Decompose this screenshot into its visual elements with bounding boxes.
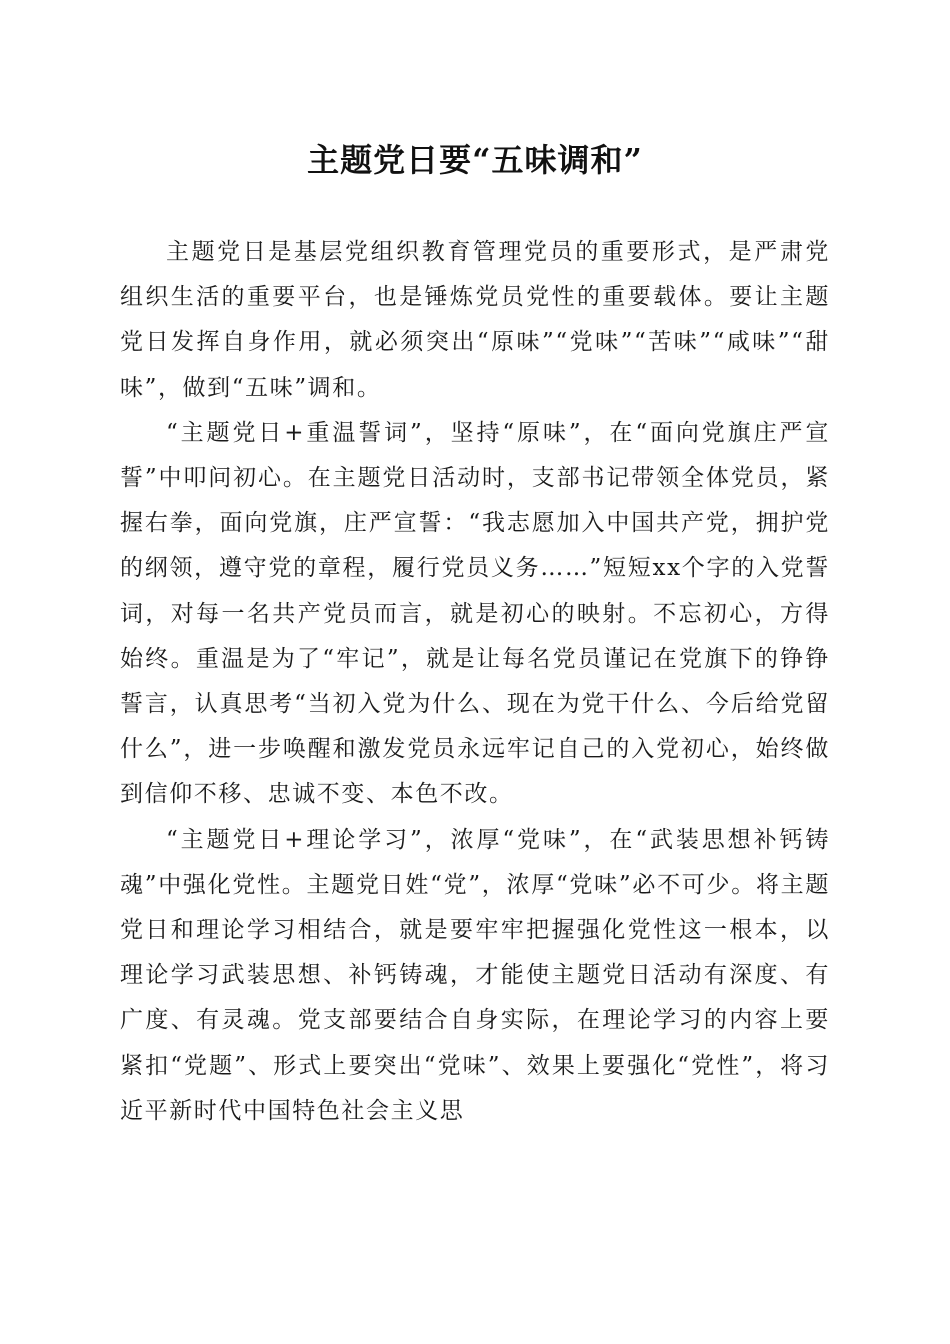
- document-title: 主题党日要“五味调和”: [307, 141, 643, 179]
- document-body: [120, 230, 830, 1134]
- paragraph-2: “主题党日+重温誓词”，坚持“原味”，在“面向党旗庄严宣誓”中叩问初心。在主题党日活动时，支部书记带领全体党员，紧握右拳，面向党旗，庄严宣誓：“我志愿加入中国共产党，拥护党的纲领，遵守党的章程，履行党员义务……”短短xx个字的入党誓词，对每一名共产党员而言，就是初心的映射。不忘初心，方得始终。重温是为了“牢记”，就是让每名党员谨记在党旗下的铮铮誓言，认真思考“当初入党为什么、现在为党干什么、今后给党留什么”，进一步唤醒和激发党员永远牢记自己的入党初心，始终做到信仰不移、忠诚不变、本色不改。: [120, 419, 830, 808]
- paragraph-3: “主题党日+理论学习”，浓厚“党味”，在“武装思想补钙铸魂”中强化党性。主题党日姓“党”，浓厚“党味”必不可少。将主题党日和理论学习相结合，就是要牢牢把握强化党性这一根本，以理论学习武装思想、补钙铸魂，才能使主题党日活动有深度、有广度、有灵魂。党支部要结合自身实际，在理论学习的内容上要紧扣“党题”、形式上要突出“党味”、效果上要强化“党性”，将习近平新时代中国特色社会主义思: [120, 826, 830, 1124]
- paragraph-1: 主题党日是基层党组织教育管理党员的重要形式，是严肃党组织生活的重要平台，也是锤炼党员党性的重要载体。要让主题党日发挥自身作用，就必须突出“原味”“党味”“苦味”“咸味”“甜味”，做到“五味”调和。: [120, 239, 830, 401]
